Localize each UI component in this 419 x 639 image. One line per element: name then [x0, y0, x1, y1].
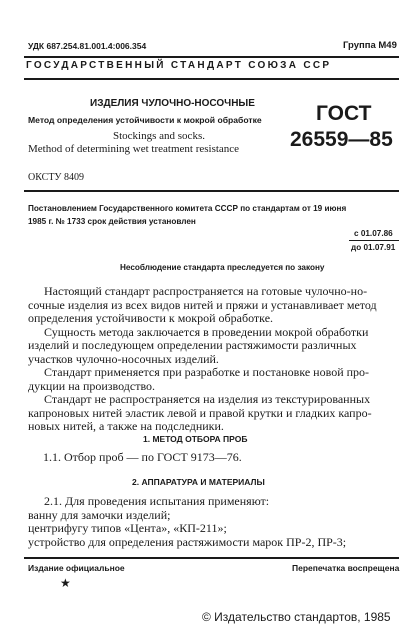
gost-label: ГОСТ — [316, 102, 372, 125]
intro-line: изделий и последующем определении растяжимости различных — [28, 338, 357, 352]
section-1-text: 1.1. Отбор проб — по ГОСТ 9173—76. — [43, 450, 242, 464]
footer-rule — [24, 557, 399, 559]
intro-line: капроновых нитей эластик левой и правой крутки и гладких капро- — [28, 405, 372, 420]
title-ru-main: ИЗДЕЛИЯ ЧУЛОЧНО-НОСОЧНЫЕ — [90, 98, 255, 109]
state-standard-banner: ГОСУДАРСТВЕННЫЙ СТАНДАРТ СОЮЗА ССР — [26, 60, 332, 71]
copyright-notice: © Издательство стандартов, 1985 — [202, 610, 391, 624]
section-2-text — [28, 495, 398, 549]
intro-line: Стандарт не распространяется на изделия из текстурированных — [44, 392, 371, 406]
okstu-rule — [24, 190, 399, 192]
top-rule — [24, 56, 399, 58]
effective-until: до 01.07.91 — [351, 243, 396, 252]
group-code: Группа М49 — [343, 40, 397, 51]
official-edition: Издание официальное — [28, 563, 125, 573]
legal-warning: Несоблюдение стандарта преследуется по закону — [120, 263, 325, 272]
effective-from: с 01.07.86 — [354, 229, 393, 238]
intro-line: Стандарт применяется при разработке и постановке новой про- — [44, 365, 370, 379]
okstu-code: ОКСТУ 8409 — [28, 172, 85, 183]
section-2-title: 2. АППАРАТУРА И МАТЕРИАЛЫ — [132, 477, 265, 487]
section-2-line: 2.1. Для проведения испытания применяют: — [44, 494, 270, 508]
intro-line: определения устойчивости к мокрой обработке. — [28, 311, 274, 325]
decree-line2: 1985 г. № 1733 срок действия установлен — [28, 217, 196, 226]
title-en-line1: Stockings and socks. — [113, 130, 205, 142]
decree-line1: Постановлением Государственного комитета СССР по стандартам от 19 июня — [28, 204, 347, 213]
section-2-line: центрифугу типов «Цента», «КП-211»; — [28, 521, 227, 535]
section-1-title: 1. МЕТОД ОТБОРА ПРОБ — [143, 434, 248, 444]
section-2-line: устройство для определения растяжимости марок ПР-2, ПР-3; — [28, 534, 347, 549]
reprint-prohibited: Перепечатка воспрещена — [292, 563, 400, 573]
star-icon: ★ — [60, 576, 71, 590]
udk-code: УДК 687.254.81.001.4:006.354 — [28, 41, 147, 51]
intro-line: участков чулочно-носочных изделий. — [28, 351, 219, 366]
intro-text — [28, 285, 398, 434]
intro-line: дукции на производство. — [28, 378, 156, 393]
intro-line: сочные изделия из всех видов нитей и пряжи и устанавливает метод — [28, 297, 377, 312]
title-en-line2: Method of determining wet treatment resistance — [28, 143, 240, 155]
section-2-line: ванну для замочки изделий; — [28, 507, 171, 522]
intro-line: Сущность метода заключается в проведении мокрой обработки — [44, 324, 369, 339]
gost-number: 26559—85 — [290, 128, 393, 151]
from-rule — [349, 240, 399, 241]
intro-line: новых нитей, а также на подследники. — [28, 419, 224, 433]
intro-line: Настоящий стандарт распространяется на готовые чулочно-но- — [44, 284, 368, 298]
banner-rule — [24, 78, 399, 80]
title-ru-sub: Метод определения устойчивости к мокрой обработке — [28, 115, 262, 125]
